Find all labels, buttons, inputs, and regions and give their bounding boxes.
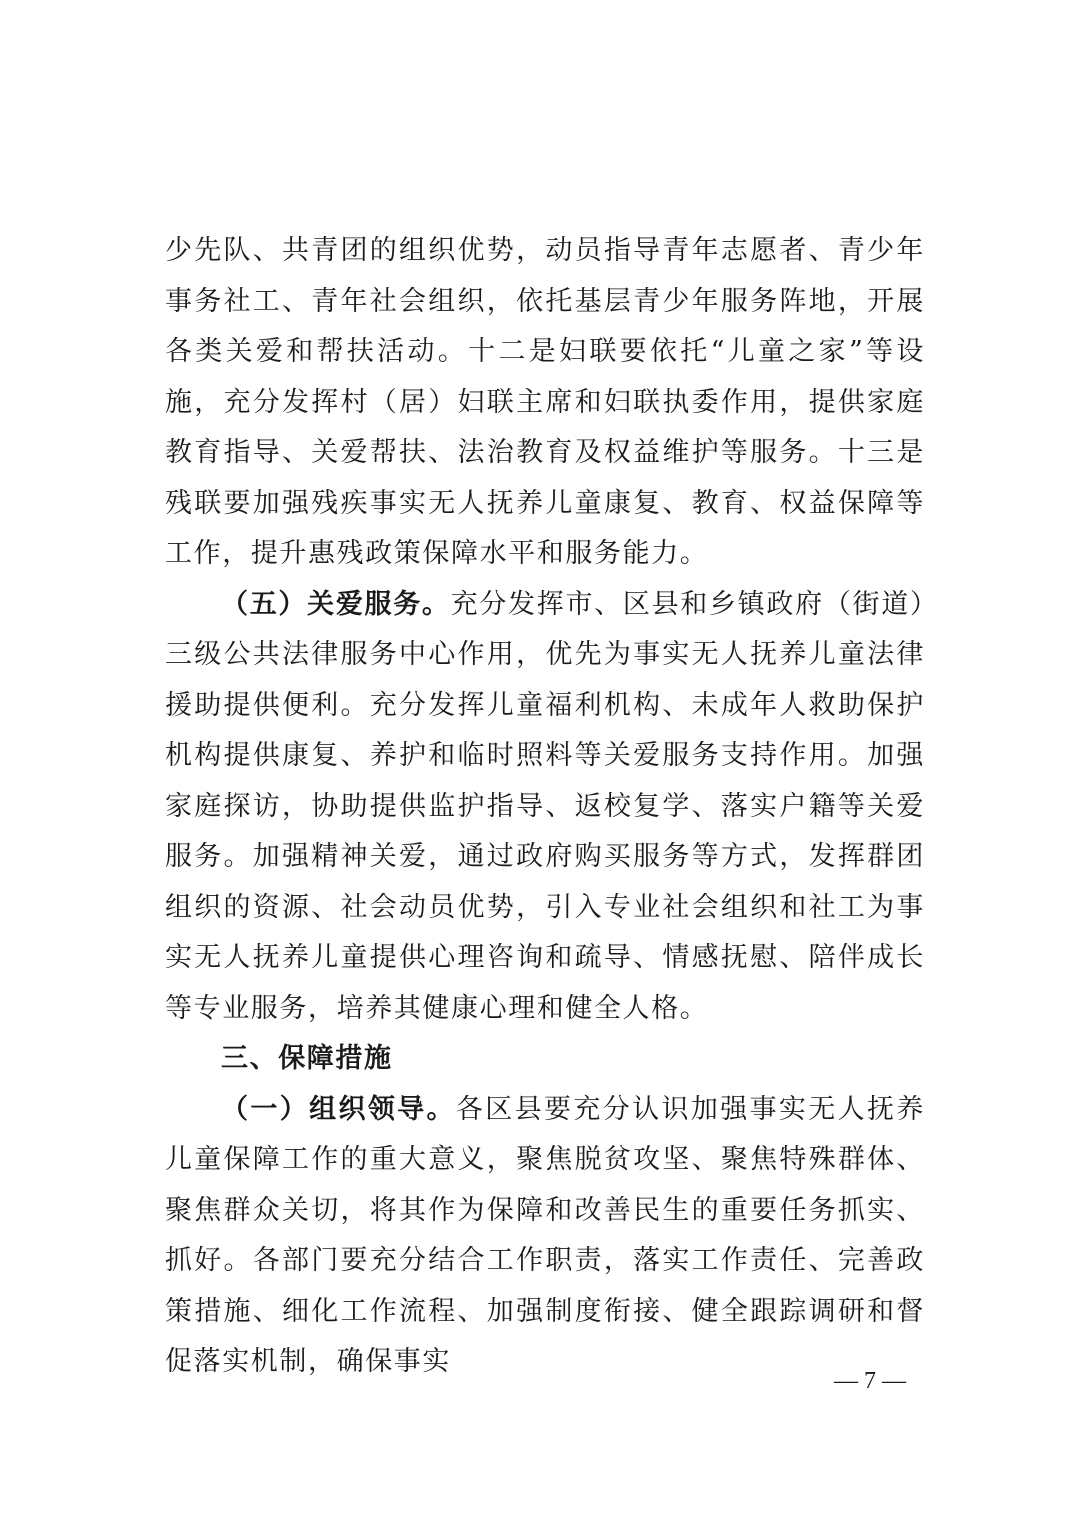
paragraph-lead: （一）组织领导。 [221,1093,456,1125]
paragraph-text: 少先队、共青团的组织优势，动员指导青年志愿者、青少年事务社工、青年社会组织，依托基层青少年服务阵地，开展各类关爱和帮扶活动。十二是妇联要依托“儿童之家”等设施，充分发挥村（居）妇联主席和妇联执委作用，提供家庭教育指导、关爱帮扶、法治教育及权益维护等服务。十三是残联要加强残疾事实无人抚养儿童康复、教育、权益保障等工作，提升惠残政策保障水平和服务能力。 [165,235,925,569]
paragraph-continuation [165,226,925,580]
paragraph-text: 各区县要充分认识加强事实无人抚养儿童保障工作的重大意义，聚焦脱贫攻坚、聚焦特殊群体、聚焦群众关切，将其作为保障和改善民生的重要任务抓实、抓好。各部门要充分结合工作职责，落实工作责任、完善政策措施、细化工作流程、加强制度衔接、健全跟踪调研和督促落实机制，确保事实 [165,1093,925,1377]
paragraph-organization [165,1085,925,1388]
page-number: — 7 — [834,1368,906,1394]
paragraph-text: 充分发挥市、区县和乡镇政府（街道）三级公共法律服务中心作用，优先为事实无人抚养儿童法律援助提供便利。充分发挥儿童福利机构、未成年人救助保护机构提供康复、养护和临时照料等关爱服务支持作用。加强家庭探访，协助提供监护指导、返校复学、落实户籍等关爱服务。加强精神关爱，通过政府购买服务等方式，发挥群团组织的资源、社会动员优势，引入专业社会组织和社工为事实无人抚养儿童提供心理咨询和疏导、情感抚慰、陪伴成长等专业服务，培养其健康心理和健全人格。 [165,588,925,1024]
paragraph-care-services [165,580,925,1035]
paragraph-lead: （五）关爱服务。 [221,588,451,620]
body-text [165,226,925,1388]
section-heading: 三、保障措施 [221,1043,393,1074]
